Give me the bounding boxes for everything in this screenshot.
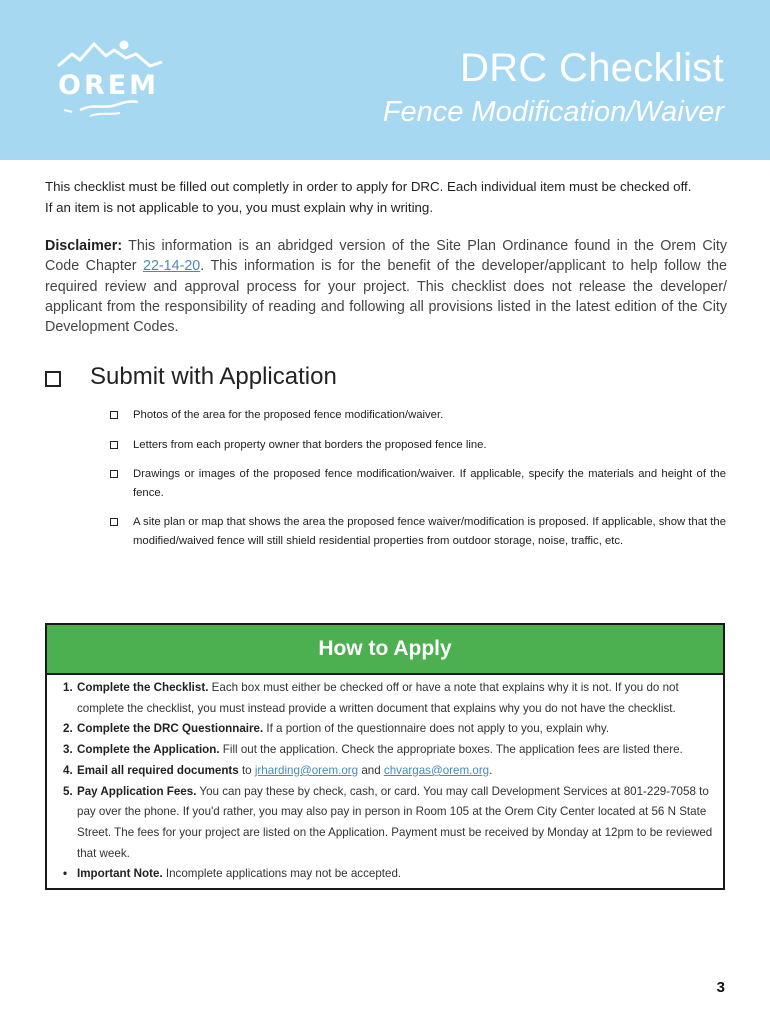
- step-heading: Important Note.: [77, 867, 163, 881]
- step-item: [63, 678, 719, 719]
- logo-text: OREM: [58, 70, 160, 101]
- intro-line-2: If an item is not applicable to you, you must explain why in writing.: [45, 200, 434, 215]
- step-item: [63, 740, 719, 761]
- email-link-vargas[interactable]: chvargas@orem.org: [383, 763, 490, 777]
- step-text: Incomplete applications may not be accepted.: [162, 867, 402, 881]
- checklist-item: [110, 436, 726, 455]
- section-title: Submit with Application: [90, 363, 337, 390]
- step-number: 4.: [63, 763, 73, 777]
- step-text-and: and: [358, 763, 384, 777]
- step-text: Fill out the application. Check the appropriate boxes. The application fees are listed there.: [219, 743, 683, 757]
- step-number: 2.: [63, 722, 73, 736]
- item-checkbox[interactable]: [110, 411, 118, 419]
- intro-text: [45, 176, 735, 218]
- page-number: 3: [716, 979, 725, 996]
- step-text: If a portion of the questionnaire does not apply to you, explain why.: [263, 722, 610, 736]
- step-item: [63, 864, 719, 885]
- step-text: You can pay these by check, cash, or card. You may call Development Services at 801-229-7058 to pay over the phone. If you'd rather, you may also pay in person in Room 105 at the Orem City Center located at 56 N State Street. The fees for your project are listed on the Application. Payment must be received by Monday at 12pm to be reviewed that week.: [77, 784, 713, 860]
- checklist-item: [110, 513, 726, 550]
- step-number: 3.: [63, 743, 73, 757]
- item-checkbox[interactable]: [110, 470, 118, 478]
- submit-section-header: [45, 363, 735, 395]
- item-text: Photos of the area for the proposed fence modification/waiver.: [133, 409, 444, 421]
- disclaimer-text-2: . This information is for the benefit of the developer/applicant to help follow the required review and approval process for your project. This checklist does not release the developer/ applicant from the responsibility of reading and following all provisions listed in the latest edition of the City Development Codes.: [45, 258, 727, 336]
- step-heading: Complete the Application.: [77, 743, 220, 757]
- checklist-item: [110, 406, 726, 425]
- step-bullet: •: [63, 867, 68, 881]
- how-to-apply-title: How to Apply: [318, 637, 452, 660]
- email-link-harding[interactable]: jrharding@orem.org: [254, 763, 359, 777]
- disclaimer-paragraph: [45, 236, 727, 337]
- checklist-items: [110, 404, 726, 550]
- intro-line-1: This checklist must be filled out completly in order to apply for DRC. Each individual item must be checked off.: [45, 179, 692, 194]
- code-chapter-link[interactable]: 22-14-20: [143, 258, 201, 275]
- step-item: [63, 782, 719, 865]
- step-text: Each box must either be checked off or have a note that explains why it is not. If you do not complete the checklist, you must instead provide a written document that explains why you do not have the checklist.: [77, 681, 679, 715]
- step-item: [63, 719, 719, 740]
- checklist-item: [110, 465, 726, 502]
- step-number: 1.: [63, 681, 73, 694]
- page-subtitle: Fence Modification/Waiver: [382, 96, 724, 128]
- item-text: Letters from each property owner that borders the proposed fence line.: [133, 438, 487, 451]
- step-heading: Pay Application Fees.: [77, 784, 197, 798]
- step-item: [63, 761, 719, 782]
- orem-logo: [50, 36, 170, 126]
- step-heading: Email all required documents: [77, 763, 239, 777]
- how-to-apply-steps: [63, 678, 719, 885]
- item-text: Drawings or images of the proposed fence modification/waiver. If applicable, specify the materials and height of the fence.: [133, 468, 726, 499]
- disclaimer-text-1: This information is an abridged version of the Site Plan Ordinance found in the Orem City Code Chapter: [45, 238, 727, 275]
- how-to-apply-header: [47, 625, 723, 675]
- item-checkbox[interactable]: [110, 518, 118, 526]
- item-text: A site plan or map that shows the area the proposed fence waiver/modification is proposed. If applicable, show that the modified/waived fence will still shield residential properties from outdoor storage, noise, traffic, etc.: [133, 516, 726, 547]
- disclaimer-label: Disclaimer:: [45, 238, 123, 254]
- step-text: to: [238, 763, 255, 777]
- step-text-end: .: [489, 763, 493, 777]
- step-heading: Complete the DRC Questionnaire.: [77, 722, 264, 736]
- step-number: 5.: [63, 784, 73, 798]
- how-to-apply-box: [45, 623, 725, 890]
- page-header: [0, 0, 770, 160]
- page-title: DRC Checklist: [460, 46, 724, 90]
- item-checkbox[interactable]: [110, 441, 118, 449]
- section-checkbox[interactable]: [45, 371, 61, 387]
- step-heading: Complete the Checklist.: [77, 681, 209, 694]
